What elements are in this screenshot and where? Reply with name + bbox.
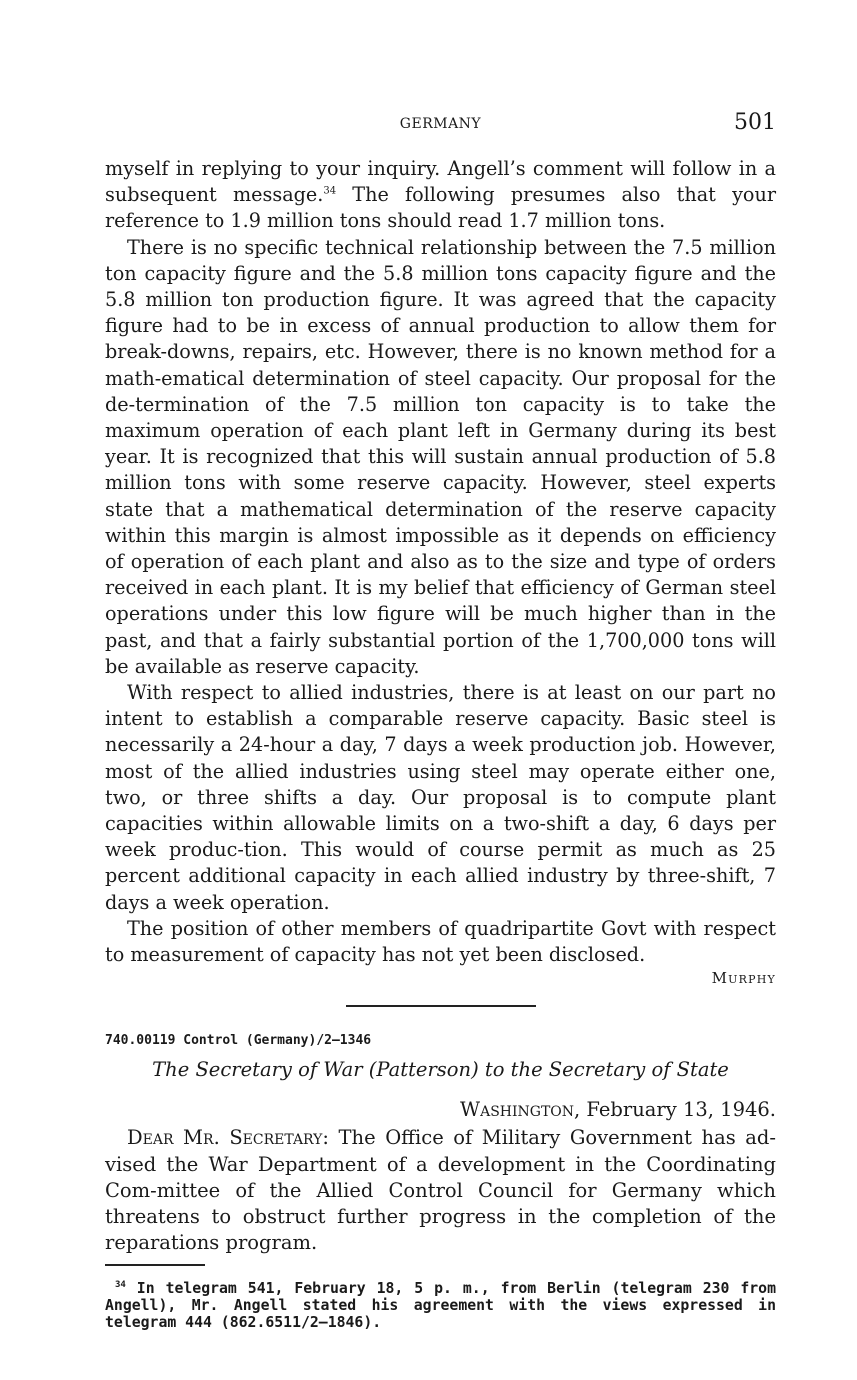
footnote [105, 1280, 776, 1331]
dateline-date: , February 13, 1946. [574, 1098, 776, 1122]
page-number: 501 [734, 110, 776, 135]
letter-paragraph [105, 1125, 776, 1256]
running-head: GERMANY [399, 116, 482, 132]
paragraph-1-text-a: myself in replying to your inquiry. Angell’s comment will follow in a subsequent message. [105, 157, 776, 207]
letter-text: The Office of Military Government has ad-vised the War Department of a development in the Coordinating Com-mittee of the Allied Control Council for Germany which threatens to obstruct further progress in the completion of the reparations program. [105, 1126, 776, 1255]
paragraph-2: There is no specific technical relationship between the 7.5 million ton capacity figure and the 5.8 million tons capacity figure and the 5.8 million ton production figure. It was agreed that the capacity figure had to be in excess of annual production to allow them for break-downs, repairs, etc. However, there is no known method for a math-ematical determination of steel capacity. Our proposal for the de-termination of the 7.5 million ton capacity is to take the maximum operation of each plant left in Germany during its best year. It is recognized that this will sustain annual production of 5.8 million tons with some reserve capacity. However, steel experts state that a mathematical determination of the reserve capacity within this margin is almost impossible as it depends on efficiency of operation of each plant and also as to the size and type of orders received in each plant. It is my belief that efficiency of German steel operations under this low figure will be much higher than in the past, and that a fairly substantial portion of the 1,700,000 tons will be available as reserve capacity. [105, 235, 776, 678]
salutation: Dear Mr. Secretary: [127, 1126, 329, 1150]
section-separator [346, 1005, 536, 1007]
dateline [105, 1098, 776, 1121]
footnote-rule [105, 1264, 205, 1266]
page [105, 110, 776, 1331]
paragraph-1-text-b: The following presumes also that your reference to 1.9 million tons should read 1.7 million tons. [105, 183, 776, 233]
document-title: The Secretary of War (Patterson) to the Secretary of State [152, 1058, 729, 1082]
paragraph-1 [105, 156, 776, 235]
telegram-body [105, 156, 776, 968]
paragraph-4: The position of other members of quadripartite Govt with respect to measurement of capacity has not yet been disclosed. [105, 916, 776, 967]
page-header [105, 110, 776, 142]
paragraph-3: With respect to allied industries, there is at least on our part no intent to establish a comparable reserve capacity. Basic steel is necessarily a 24-hour a day, 7 days a week production job. However, most of the allied industries using steel may operate either one, two, or three shifts a day. Our proposal is to compute plant capacities within allowable limits on a two-shift a day, 6 days per week produc-tion. This would of course permit as much as 25 percent additional capacity in each allied industry by three-shift, 7 days a week operation. [105, 681, 776, 914]
dateline-place: Washington [460, 1098, 575, 1122]
footnote-mark: 34 [115, 1280, 126, 1291]
file-number: 740.00119 Control (Germany)/2–1346 [105, 1033, 372, 1049]
signature: Murphy [711, 969, 776, 988]
footnote-reference: 34 [323, 185, 337, 197]
footnote-text: In telegram 541, February 18, 5 p. m., from Berlin (telegram 230 from Angell), Mr. Angell stated his agreement with the views expressed in telegram 444 (862.6511/2–1846). [105, 1280, 776, 1332]
